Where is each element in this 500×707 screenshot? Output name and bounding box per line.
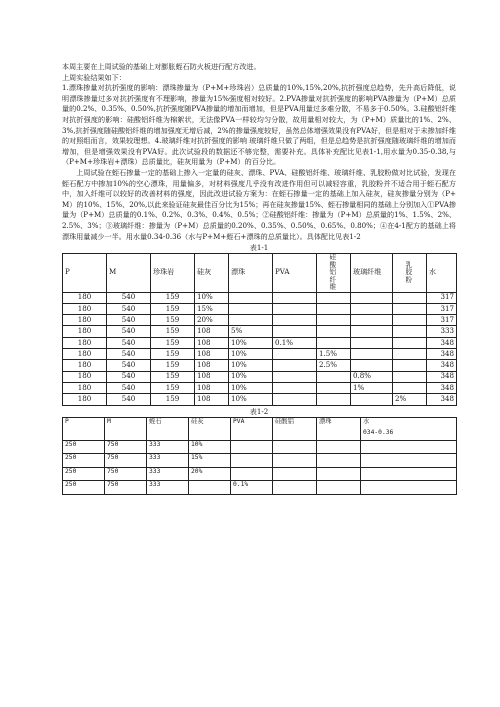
table-cell: 10% <box>229 394 273 405</box>
t2-header-vermiculite: 蛭石 <box>147 417 189 440</box>
table-cell <box>273 326 317 337</box>
table-row <box>63 467 457 481</box>
table-cell: 540 <box>107 315 151 326</box>
table-row <box>63 440 457 454</box>
t1-header-water: 水 <box>427 254 457 293</box>
table-cell <box>231 454 273 468</box>
table2-body <box>63 440 457 494</box>
table-cell: 348 <box>427 371 457 382</box>
table-cell: 108 <box>195 349 229 360</box>
table-cell: 2% <box>393 394 427 405</box>
table-cell: 159 <box>151 394 195 405</box>
t2-header-floatbead: 漂珠 <box>317 417 361 440</box>
t1-header-latex: 乳胶粉 <box>393 254 427 293</box>
table-cell <box>273 303 317 314</box>
table-1-1 <box>62 253 457 405</box>
table-cell: 5% <box>229 326 273 337</box>
table-cell <box>393 382 427 393</box>
table-cell: 750 <box>105 440 147 454</box>
table-cell <box>351 292 393 303</box>
table-cell <box>273 481 317 495</box>
table-cell <box>393 371 427 382</box>
table-cell <box>317 337 351 348</box>
table-cell <box>393 337 427 348</box>
table-cell: 250 <box>63 454 105 468</box>
table-cell: 10% <box>229 349 273 360</box>
table-cell: 348 <box>427 349 457 360</box>
table-cell: 180 <box>63 303 107 314</box>
t2-header-silica-fume: 硅灰 <box>189 417 231 440</box>
table-cell <box>351 303 393 314</box>
table-cell: 10% <box>195 292 229 303</box>
table-cell: 348 <box>427 394 457 405</box>
table-cell: 159 <box>151 382 195 393</box>
table-cell: 180 <box>63 315 107 326</box>
table-cell: 108 <box>195 360 229 371</box>
table-cell <box>317 394 351 405</box>
t2-header-aluminosilicate: 硅酸铝 <box>273 417 317 440</box>
table-cell: 317 <box>427 292 457 303</box>
table-cell: 348 <box>427 382 457 393</box>
t1-header-pva: PVA <box>273 254 317 293</box>
table-cell: 159 <box>151 292 195 303</box>
table-cell: 333 <box>147 481 189 495</box>
table-cell: 180 <box>63 382 107 393</box>
t1-header-perlite: 珍珠岩 <box>151 254 195 293</box>
table-row <box>63 360 457 371</box>
table-cell: 108 <box>195 326 229 337</box>
table-cell: 333 <box>147 467 189 481</box>
table-cell: 159 <box>151 326 195 337</box>
table-row <box>63 349 457 360</box>
table-cell <box>231 440 273 454</box>
table-cell: 540 <box>107 349 151 360</box>
table-cell <box>351 326 393 337</box>
table-cell <box>317 481 361 495</box>
table-cell: 180 <box>63 360 107 371</box>
table-cell: 540 <box>107 394 151 405</box>
table-cell <box>229 303 273 314</box>
table-cell: 2.5% <box>317 360 351 371</box>
table-row <box>63 303 457 314</box>
table-cell: 159 <box>151 337 195 348</box>
table-cell <box>351 337 393 348</box>
table-1-2 <box>62 417 457 495</box>
table-cell: 10% <box>229 371 273 382</box>
table-cell <box>273 440 317 454</box>
table-cell: 250 <box>63 440 105 454</box>
table-cell <box>393 315 427 326</box>
table-cell: 108 <box>195 337 229 348</box>
table-cell: 540 <box>107 371 151 382</box>
t1-header-floatbead: 漂珠 <box>229 254 273 293</box>
table2-header-row <box>63 417 457 440</box>
table-cell <box>231 467 273 481</box>
plan-paragraph: 上周试验在蛭石掺量一定的基础上掺入一定量的硅灰、漂珠、PVA、硅酸铝纤维、玻璃纤维、乳胶粉做对比试验，发现在蛭石配方中掺加10%的空心漂珠，用量偏多，对材料强度几乎没有改进作用但可以减轻容重，乳胶粉并不适合用于蛭石配方中，加入纤维可以较好的改善材料的强度，因此改进试验方案为：在蛭石掺量一定的基础上加入硅灰，硅灰掺量分别为（P+M）的10%、15%、20%,以此来验证硅灰最佳百分比为15%；再在硅灰掺量15%、蛭石掺量相同的基础上分别加入①PVA掺量为（P+M）总质量的0.1%、0.2%、0.3%、0.4%、0.5%；②硅酸铝纤维：掺量为（P+M）总质量的1%、1.5%、2%、2.5%、3%；③玻璃纤维：掺量为（P+M）总质量的0.20%、0.35%、0.50%、0.65%、0.80%；④在4-1配方的基础上将漂珠用量减少一半。用水量0.34-0.36（水与P+M+蛭石+漂珠的总质量比）。具体配比见表1-2 <box>62 167 456 241</box>
table-cell: 108 <box>195 394 229 405</box>
table-row <box>63 481 457 495</box>
table-cell <box>317 467 361 481</box>
table-cell <box>351 315 393 326</box>
t1-header-glass-fiber: 玻璃纤维 <box>351 254 393 293</box>
table-cell: 159 <box>151 303 195 314</box>
table1-header-row <box>63 254 457 293</box>
table-cell <box>273 467 317 481</box>
table-cell <box>317 454 361 468</box>
table-cell: 20% <box>195 315 229 326</box>
table-cell <box>273 315 317 326</box>
table-cell: 180 <box>63 326 107 337</box>
table-cell: 10% <box>189 440 231 454</box>
table-cell: 348 <box>427 337 457 348</box>
table-cell: 1.5% <box>317 349 351 360</box>
results-paragraph: 1.漂珠掺量对抗折强度的影响：漂珠掺量为（P+M+珍珠岩）总质量的10%,15%,20%,抗折强度总趋势，先升高后降低，说明漂珠掺量过多对抗折强度有不理影响，掺量为15%强度相对较好。2.PVA掺量对抗折强度的影响PVA掺量为（P+M）总质量的0.2%、0.35%、0.50%,抗折强度随PVA掺量的增加而增加，但是PVA用量过多难分散，不易多于0.50%。3.硅酸铝纤维对抗折强度的影响：硅酸铝纤维为棉絮状，无法像PVA一样较均匀分散，故用量相对较大，为（P+M）质量比的1%、2%、3%,抗折强度随硅酸铝纤维的增加强度无增后减，2%的掺量强度较好，虽然总体增强效果没有PVA好，但是相对于未掺加纤维的对照组而言，效果较理想。4.玻璃纤维对抗折强度的影响 玻璃纤维只做了两组，但是总趋势是抗折强度随玻璃纤维的增加而增加，但是增强效果没有PVA好。此次试验段的数据还不够完整，需要补充。具体补充配比见表1-1,用水量为0.35-0.38,与（P+M+珍珠岩+漂珠）总质量比，硅灰用量为（P+M）的百分比。 <box>62 83 456 167</box>
table-cell: 317 <box>427 315 457 326</box>
table-row <box>63 315 457 326</box>
table-cell: 540 <box>107 292 151 303</box>
table-cell: 159 <box>151 360 195 371</box>
table-cell <box>317 292 351 303</box>
table-row <box>63 394 457 405</box>
table-cell: 180 <box>63 292 107 303</box>
table-cell <box>273 292 317 303</box>
table-cell: 0.1% <box>231 481 273 495</box>
table-cell: 10% <box>229 382 273 393</box>
table-cell: 10% <box>229 337 273 348</box>
table-cell <box>189 481 231 495</box>
table-cell: 540 <box>107 303 151 314</box>
table-cell: 180 <box>63 337 107 348</box>
table-cell: 10% <box>229 360 273 371</box>
table-cell: 0.1% <box>273 337 317 348</box>
table-cell <box>393 349 427 360</box>
table-row <box>63 382 457 393</box>
table-row <box>63 326 457 337</box>
table-cell <box>273 394 317 405</box>
table-cell: 540 <box>107 326 151 337</box>
table-cell: 159 <box>151 371 195 382</box>
intro-text: 本周主要在上周试验的基础上对膨胀蛭石防火板进行配方改进。 <box>62 62 261 71</box>
table-row <box>63 371 457 382</box>
table-cell <box>229 315 273 326</box>
table-cell <box>317 371 351 382</box>
t2-header-water: 水 034-0.36 <box>361 417 457 440</box>
table-cell: 0.8% <box>351 371 393 382</box>
table-cell: 159 <box>151 349 195 360</box>
table-cell <box>393 292 427 303</box>
t2-header-pva: PVA <box>231 417 273 440</box>
table-cell <box>273 349 317 360</box>
table-cell <box>229 292 273 303</box>
table-cell: 348 <box>427 360 457 371</box>
t1-header-silica-fume: 硅灰 <box>195 254 229 293</box>
table-cell <box>317 382 351 393</box>
table-cell: 108 <box>195 382 229 393</box>
table-cell: 750 <box>105 481 147 495</box>
table-cell <box>273 371 317 382</box>
table-cell: 15% <box>189 454 231 468</box>
table-cell <box>317 303 351 314</box>
table-cell: 333 <box>147 440 189 454</box>
table-cell <box>317 440 361 454</box>
table-cell: 180 <box>63 394 107 405</box>
table-cell: 317 <box>427 303 457 314</box>
t2-header-p: P <box>63 417 105 440</box>
table-cell <box>317 326 351 337</box>
table-cell: 540 <box>107 360 151 371</box>
table-cell: 180 <box>63 349 107 360</box>
table-cell: 333 <box>147 454 189 468</box>
table-cell <box>393 303 427 314</box>
table-cell <box>273 454 317 468</box>
table-cell: 333 <box>427 326 457 337</box>
table1-caption: 表1-1 <box>249 243 269 253</box>
table-cell <box>273 360 317 371</box>
table-cell <box>361 440 457 454</box>
table-cell: 159 <box>151 315 195 326</box>
table-cell <box>393 326 427 337</box>
table-cell <box>351 349 393 360</box>
table1-body <box>63 292 457 405</box>
t1-header-m: M <box>107 254 151 293</box>
table-cell <box>393 360 427 371</box>
table-cell: 180 <box>63 371 107 382</box>
t1-header-p: P <box>63 254 107 293</box>
t1-header-aluminosilicate: 硅酸铝纤维 <box>317 254 351 293</box>
table-cell: 250 <box>63 481 105 495</box>
table-cell <box>273 382 317 393</box>
table-cell: 250 <box>63 467 105 481</box>
table-cell: 20% <box>189 467 231 481</box>
table-cell: 540 <box>107 382 151 393</box>
table-cell: 15% <box>195 303 229 314</box>
table-cell <box>351 360 393 371</box>
section-heading: 上周实验结果如下： <box>62 72 126 82</box>
t2-header-m: M <box>105 417 147 440</box>
table-cell <box>361 467 457 481</box>
table-cell: 750 <box>105 467 147 481</box>
document-page <box>62 62 456 495</box>
table-cell <box>317 315 351 326</box>
table-cell <box>361 454 457 468</box>
table-row <box>63 337 457 348</box>
table-cell <box>351 394 393 405</box>
table-row <box>63 454 457 468</box>
table-cell: 750 <box>105 454 147 468</box>
table2-caption: 表1-2 <box>249 406 269 416</box>
table-cell: 540 <box>107 337 151 348</box>
table-cell: 1% <box>351 382 393 393</box>
table-cell: 108 <box>195 371 229 382</box>
table-row <box>63 292 457 303</box>
table-cell <box>361 481 457 495</box>
